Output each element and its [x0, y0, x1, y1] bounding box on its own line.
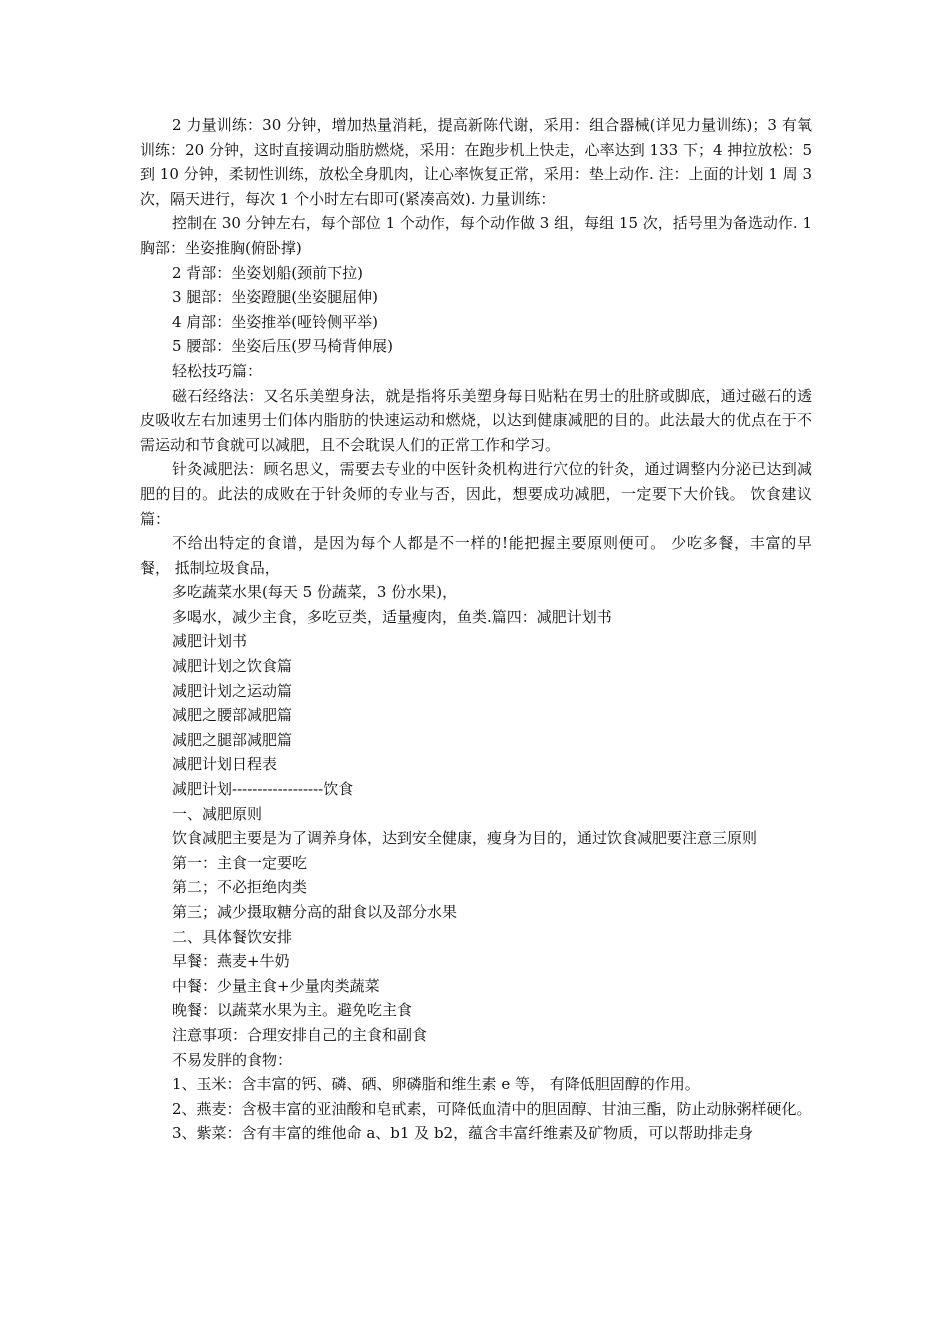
heading-tips: 轻松技巧篇：: [172, 361, 263, 380]
food-oats: 2、燕麦：含极丰富的亚油酸和皂甙素，可降低血清中的胆固醇、甘油三酯，防止动脉粥样硬化。: [172, 1099, 812, 1118]
paragraph-strength-control: 控制在 30 分钟左右，每个部位 1 个动作，每个动作做 3 组，每组 15 次，括号里为备选动作. 1 胸部：坐姿推胸(俯卧撑): [140, 214, 812, 257]
meal-breakfast: 早餐：燕麦+牛奶: [172, 952, 290, 971]
heading-principles: 一、减肥原则: [172, 804, 263, 823]
heading-foods: 不易发胖的食物：: [172, 1050, 293, 1069]
paragraph-notes: 注意事项：合理安排自己的主食和副食: [172, 1025, 428, 1044]
paragraph-diet-principles: 不给出特定的食谱，是因为每个人都是不一样的!能把握主要原则便可。 少吃多餐，丰富的早餐， 抵制垃圾食品，: [140, 534, 812, 577]
heading-plan-book: 减肥计划书: [172, 632, 248, 651]
food-corn: 1、玉米：含丰富的钙、磷、硒、卵磷脂和维生素 e 等， 有降低胆固醇的作用。: [172, 1075, 700, 1094]
paragraph-magnet-method: 磁石经络法：又名乐美塑身法，就是指将乐美塑身每日贴粘在男士的肚脐或脚底，通过磁石的透皮吸收左右加速男士们体内脂肪的快速运动和燃烧，以达到健康减肥的目的。此法最大的优点在于不需运动和节食就可以减肥，且不会耽误人们的正常工作和学习。: [140, 386, 812, 454]
toc-item-legs: 减肥之腿部减肥篇: [172, 730, 293, 749]
toc-item-exercise: 减肥计划之运动篇: [172, 681, 293, 700]
document-body: [140, 113, 812, 1146]
meal-lunch: 中餐：少量主食+少量肉类蔬菜: [172, 976, 380, 995]
meal-dinner: 晚餐：以蔬菜水果为主。避免吃主食: [172, 1001, 413, 1020]
paragraph-principles-intro: 饮食减肥主要是为了调养身体，达到安全健康，瘦身为目的，通过饮食减肥要注意三原则: [172, 829, 758, 848]
principle-third: 第三；减少摄取糖分高的甜食以及部分水果: [172, 903, 458, 921]
paragraph-acupuncture-method: 针灸减肥法：顾名思义，需要去专业的中医针灸机构进行穴位的针灸，通过调整内分泌已达到减肥的目的。此法的成败在于针灸师的专业与否，因此，想要成功减肥，一定要下大价钱。 饮食建议篇：: [140, 460, 812, 528]
paragraph-legs: 3 腿部：坐姿蹬腿(坐姿腿屈伸): [172, 288, 379, 307]
toc-item-schedule: 减肥计划日程表: [172, 755, 278, 774]
food-seaweed: 3、紫菜：含有丰富的维他命 a、b1 及 b2，蕴含丰富纤维素及矿物质，可以帮助排走身: [172, 1124, 754, 1143]
toc-item-diet: 减肥计划之饮食篇: [172, 657, 293, 676]
heading-meal-plan: 二、具体餐饮安排: [172, 927, 293, 946]
principle-second: 第二；不必拒绝肉类: [172, 878, 308, 897]
paragraph-training-plan: 2 力量训练：30 分钟，增加热量消耗，提高新陈代谢，采用：组合器械(详见力量训练)；3 有氧训练：20 分钟，这时直接调动脂肪燃烧，采用：在跑步机上快走，心率达到 133 下；4 抻拉放松：5 到 10 分钟，柔韧性训练，放松全身肌肉，让心率恢复正常，采用：垫上动作. 注：上面的计划 1 周 3 次，隔天进行，每次 1 个小时左右即可(紧凑高效). 力量训练：: [140, 116, 812, 208]
section-diet-title: 减肥计划------------------饮食: [172, 780, 354, 799]
toc-item-waist: 减肥之腰部减肥篇: [172, 706, 293, 725]
paragraph-shoulders: 4 肩部：坐姿推举(哑铃侧平举): [172, 312, 379, 331]
paragraph-vegetables: 多吃蔬菜水果(每天 5 份蔬菜，3 份水果)，: [172, 583, 458, 602]
paragraph-back: 2 背部：坐姿划船(颈前下拉): [172, 263, 364, 282]
paragraph-waist: 5 腰部：坐姿后压(罗马椅背伸展): [172, 337, 394, 356]
principle-first: 第一：主食一定要吃: [172, 853, 308, 872]
paragraph-water: 多喝水，减少主食，多吃豆类，适量瘦肉，鱼类.篇四：减肥计划书: [172, 607, 612, 626]
